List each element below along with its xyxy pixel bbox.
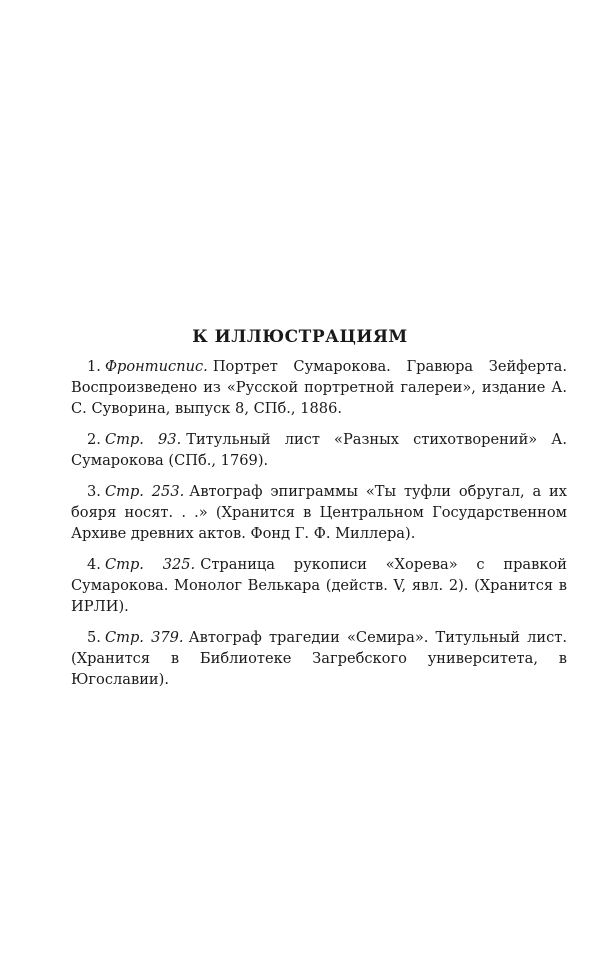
illustration-list bbox=[71, 356, 567, 700]
illustration-entry-3 bbox=[71, 481, 567, 544]
illustration-entry-1 bbox=[71, 356, 567, 419]
section-heading: К ИЛЛЮСТРАЦИЯМ bbox=[192, 327, 408, 347]
entry-description: Страница рукописи «Хорева» с правкой Сумарокова. Монолог Велькара (действ. V, явл. 2). (Хранится в ИРЛИ). bbox=[71, 556, 567, 615]
entry-number: 1. bbox=[87, 358, 101, 375]
entry-description: Титульный лист «Разных стихотворений» А. Сумарокова (СПб., 1769). bbox=[71, 431, 567, 469]
entry-page-reference: Стр. 325. bbox=[104, 556, 196, 573]
illustration-entry-5 bbox=[71, 627, 567, 690]
entry-number: 5. bbox=[87, 629, 101, 646]
entry-page-reference: Фронтиспис. bbox=[104, 358, 208, 375]
illustration-entry-2 bbox=[71, 429, 567, 471]
entry-description: Автограф эпиграммы «Ты туфли обругал, а их бояря носят. . .» (Хранится в Центральном Государственном Архиве древних актов. Фонд Г. Ф. Миллера). bbox=[71, 483, 567, 542]
entry-description: Портрет Сумарокова. Гравюра Зейферта. Воспроизведено из «Русской портретной галереи», издание А. С. Суворина, выпуск 8, СПб., 1886. bbox=[71, 358, 567, 417]
entry-number: 4. bbox=[87, 556, 101, 573]
entry-page-reference: Стр. 379. bbox=[104, 629, 184, 646]
entry-description: Автограф трагедии «Семира». Титульный лист. (Хранится в Библиотеке Загребского университета, в Югославии). bbox=[71, 629, 567, 688]
entry-page-reference: Стр. 93. bbox=[104, 431, 182, 448]
entry-number: 2. bbox=[87, 431, 101, 448]
illustration-entry-4 bbox=[71, 554, 567, 617]
entry-number: 3. bbox=[87, 483, 101, 500]
entry-page-reference: Стр. 253. bbox=[104, 483, 185, 500]
